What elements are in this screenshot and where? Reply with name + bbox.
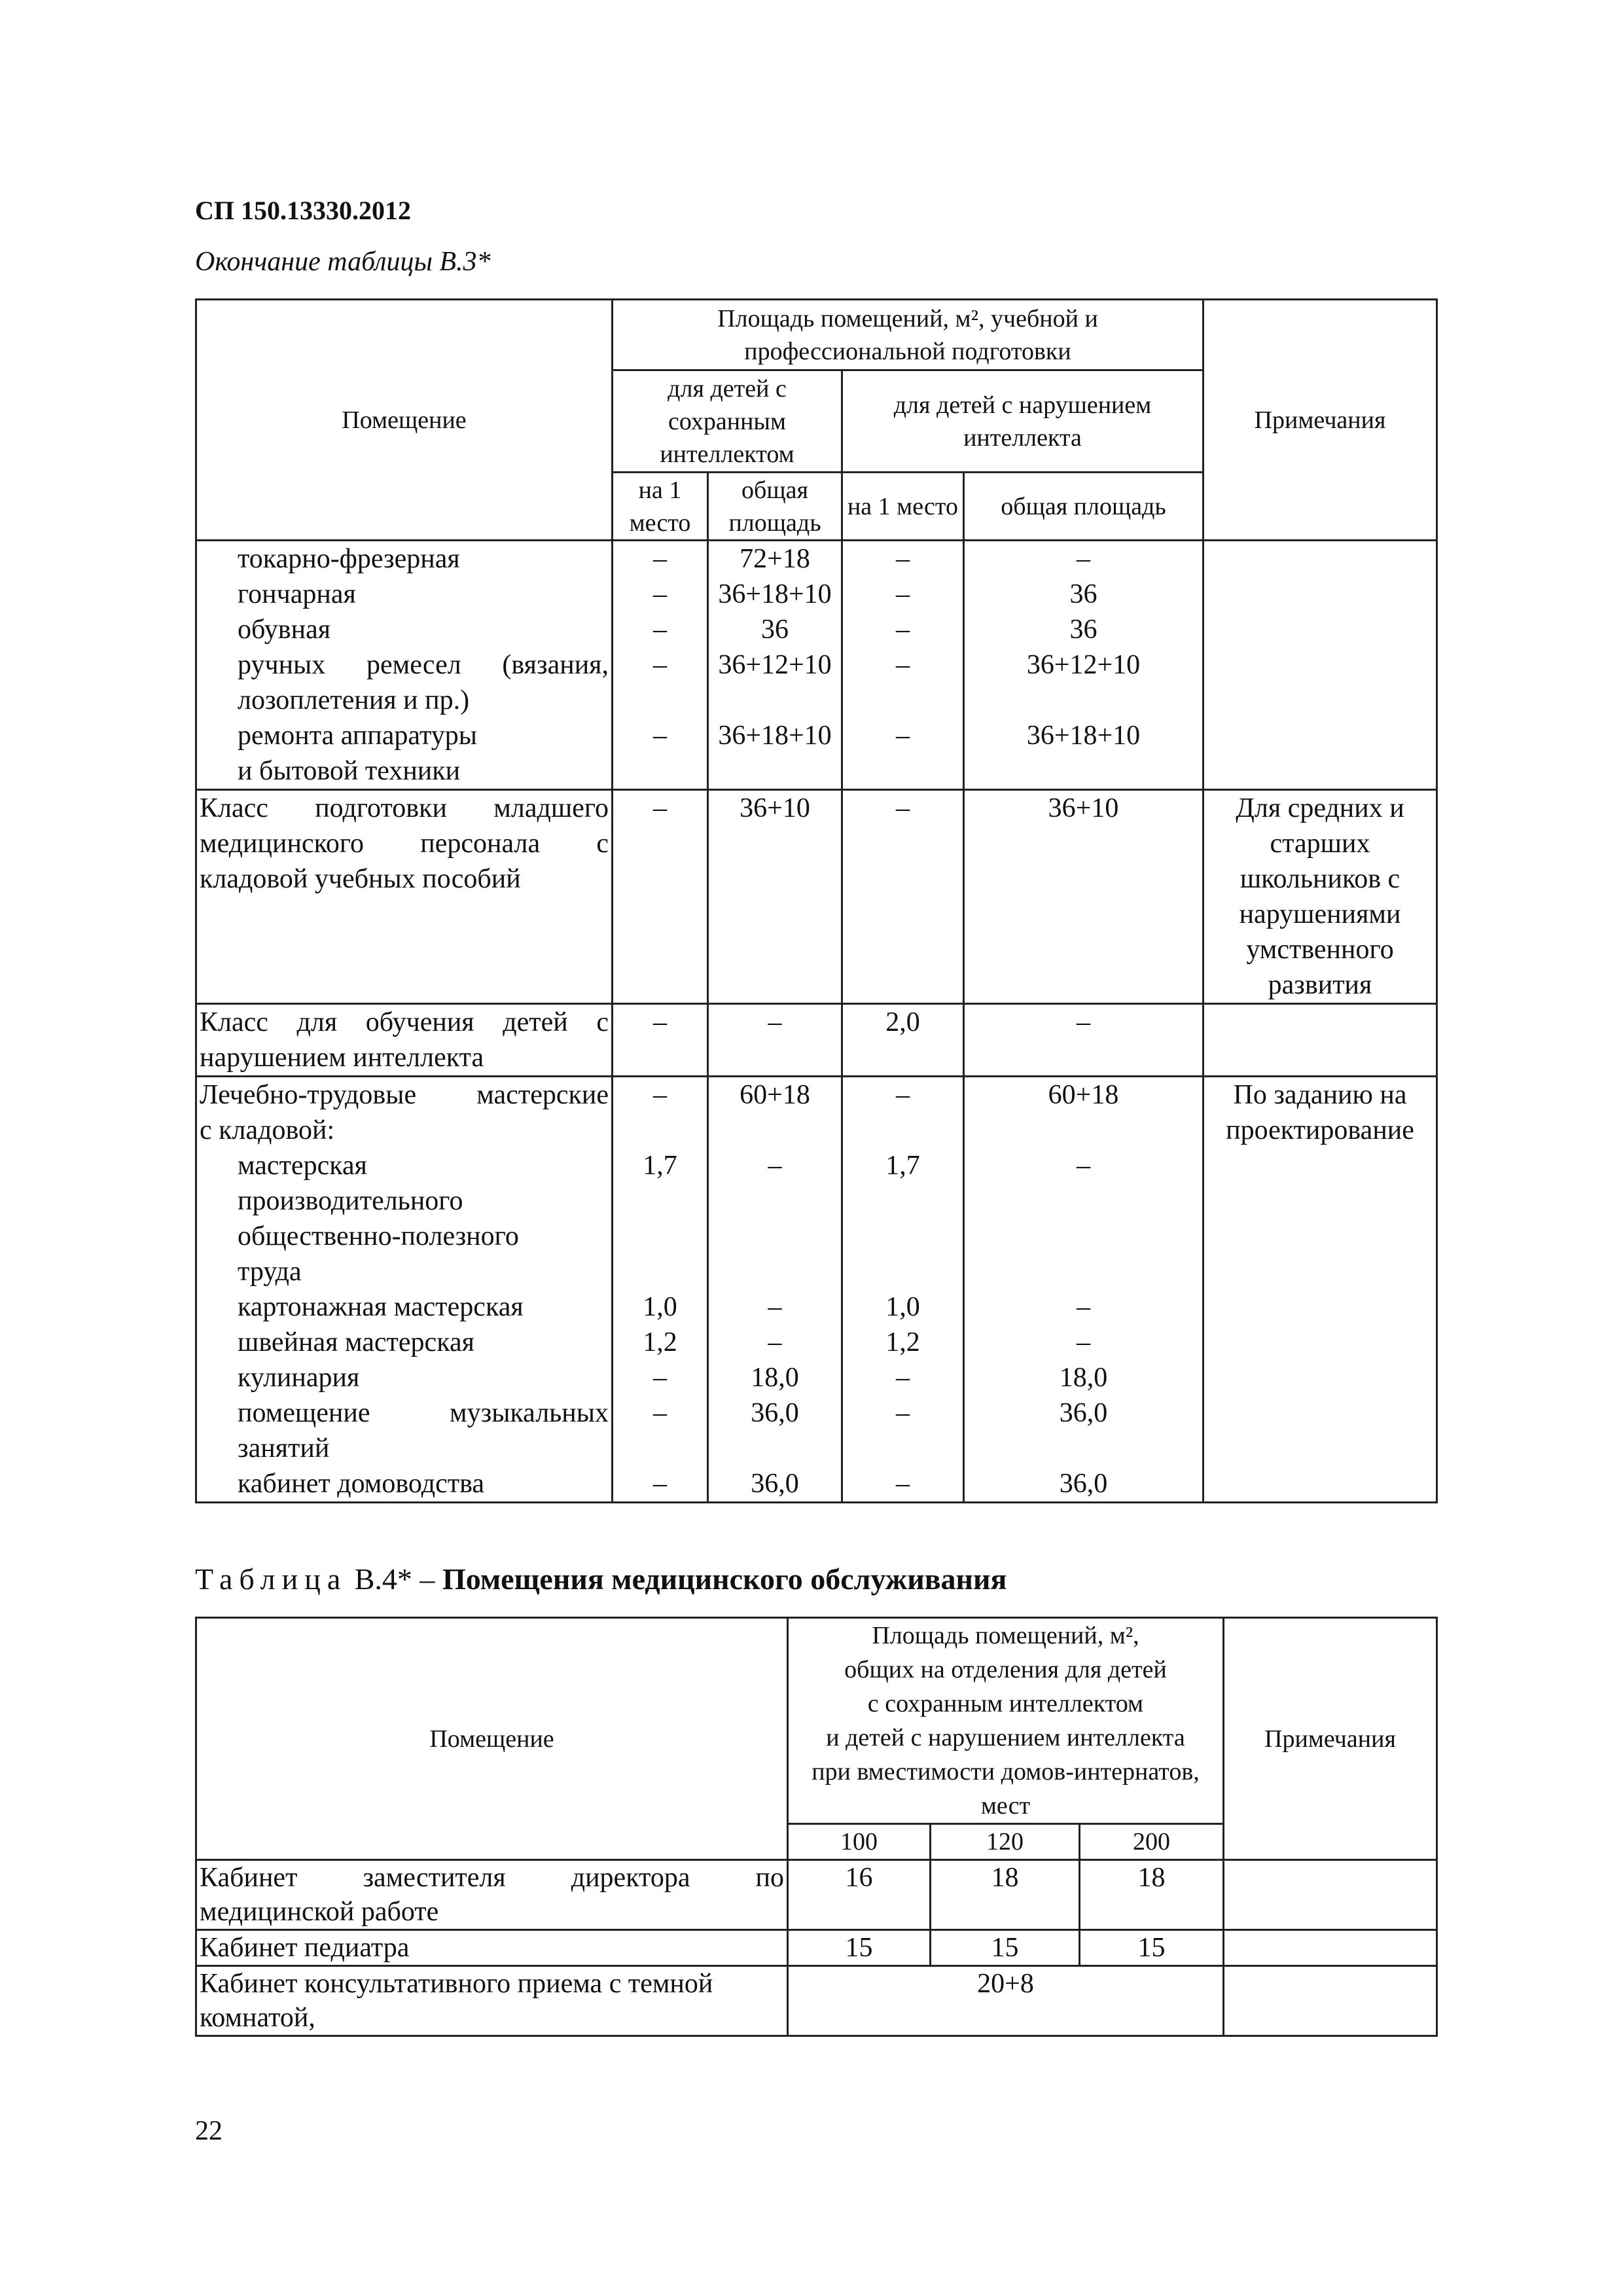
table-row (196, 790, 1437, 1004)
cell-value: – (613, 1466, 708, 1503)
cell-value: 18 (1080, 1860, 1224, 1930)
header-capacity-100: 100 (788, 1824, 931, 1860)
table-row (196, 647, 1437, 718)
cell-value: 36+10 (708, 790, 842, 1004)
cell-value: – (842, 1395, 964, 1466)
cell-value-merged: 20+8 (788, 1966, 1224, 2036)
cell-note: По заданию на проектирование (1204, 1077, 1437, 1503)
header-preserved-intellect: для детей с сохранным интеллектом (613, 370, 842, 473)
row-name: ремонта аппаратуры и бытовой техники (196, 718, 613, 790)
cell-value: 36+12+10 (964, 647, 1204, 718)
row-name: Класс подготовки младшего медицинского персонала с кладовой учебных пособий (196, 790, 613, 1004)
cell-value: 2,0 (842, 1004, 964, 1077)
cell-value: – (613, 1004, 708, 1077)
row-name: Кабинет консультативного приема с темной комнатой, (196, 1966, 788, 2036)
cell-value: 1,7 (842, 1148, 964, 1289)
cell-note (1204, 1004, 1437, 1077)
header-room: Помещение (196, 1618, 788, 1860)
cell-value: 15 (931, 1930, 1080, 1966)
row-name: Кабинет педиатра (196, 1930, 788, 1966)
table-row (196, 1930, 1437, 1966)
header-impaired-intellect: для детей с нарушением интеллекта (842, 370, 1204, 473)
cell-value: 36,0 (708, 1395, 842, 1466)
header-capacity-200: 200 (1080, 1824, 1224, 1860)
row-name: Кабинет заместителя директора по медицинской работе (196, 1860, 788, 1930)
cell-value: – (842, 612, 964, 647)
row-name: ручных ремесел (вязания, лозоплетения и пр.) (196, 647, 613, 718)
table-continuation-label: Окончание таблицы В.3* (195, 247, 491, 277)
cell-value: 36,0 (964, 1466, 1204, 1503)
cell-value: 36 (964, 612, 1204, 647)
header-total-area: общая площадь (964, 473, 1204, 541)
cell-value: – (613, 577, 708, 612)
cell-value: – (613, 718, 708, 790)
cell-value: 36 (964, 577, 1204, 612)
row-name: токарно-фрезерная (196, 541, 613, 577)
cell-note (1204, 541, 1437, 577)
row-name: Класс для обучения детей с нарушением интеллекта (196, 1004, 613, 1077)
row-name: Лечебно-трудовые мастерские с кладовой: (196, 1077, 613, 1149)
cell-value: 1,2 (613, 1325, 708, 1360)
cell-value: – (964, 541, 1204, 577)
document-code: СП 150.13330.2012 (195, 196, 411, 225)
header-area-group: Площадь помещений, м², учебной и профессиональной подготовки (613, 300, 1204, 370)
cell-note (1224, 1860, 1437, 1930)
cell-value: 1,2 (842, 1325, 964, 1360)
cell-value: – (842, 541, 964, 577)
cell-value: 36+12+10 (708, 647, 842, 718)
cell-note (1204, 647, 1437, 718)
cell-value: – (613, 790, 708, 1004)
cell-value: – (613, 647, 708, 718)
header-notes: Примечания (1224, 1618, 1437, 1860)
table-b3 (195, 298, 1438, 1503)
table-row (196, 541, 1437, 577)
cell-value: 36,0 (708, 1466, 842, 1503)
cell-value: – (964, 1289, 1204, 1325)
cell-note (1224, 1930, 1437, 1966)
cell-value: – (708, 1289, 842, 1325)
cell-value: – (842, 1077, 964, 1149)
cell-value: 1,0 (613, 1289, 708, 1325)
cell-value: 36 (708, 612, 842, 647)
cell-value: – (708, 1325, 842, 1360)
row-name: швейная мастерская (196, 1325, 613, 1360)
cell-value: – (613, 541, 708, 577)
cell-value: – (842, 1360, 964, 1395)
table-row (196, 718, 1437, 790)
row-name: кулинария (196, 1360, 613, 1395)
header-per-place: на 1 место (613, 473, 708, 541)
table-row (196, 1966, 1437, 2036)
cell-value: 36+18+10 (708, 718, 842, 790)
table-row (196, 577, 1437, 612)
cell-note (1204, 612, 1437, 647)
row-name: обувная (196, 612, 613, 647)
cell-value: 1,7 (613, 1148, 708, 1289)
cell-value: 18 (931, 1860, 1080, 1930)
cell-value: 60+18 (964, 1077, 1204, 1149)
cell-value: 16 (788, 1860, 931, 1930)
header-capacity-120: 120 (931, 1824, 1080, 1860)
cell-value: – (613, 1077, 708, 1149)
table-row (196, 1077, 1437, 1149)
cell-value: 1,0 (842, 1289, 964, 1325)
cell-value: 36+18+10 (708, 577, 842, 612)
row-name: помещение музыкальных занятий (196, 1395, 613, 1466)
cell-value: – (842, 1466, 964, 1503)
cell-note (1224, 1966, 1437, 2036)
header-area: Площадь помещений, м², общих на отделения для детей с сохранным интеллектом и детей с нарушением интеллекта при вместимости домов-интернатов, мест (788, 1618, 1224, 1824)
cell-value: 72+18 (708, 541, 842, 577)
row-name: гончарная (196, 577, 613, 612)
cell-note (1204, 718, 1437, 790)
header-total-area: общая площадь (708, 473, 842, 541)
cell-value: – (964, 1148, 1204, 1289)
cell-value: – (842, 647, 964, 718)
table-row (196, 1860, 1437, 1930)
cell-value: – (613, 612, 708, 647)
cell-value: – (613, 1360, 708, 1395)
cell-note (1204, 577, 1437, 612)
cell-value: 18,0 (964, 1360, 1204, 1395)
table-row (196, 612, 1437, 647)
cell-value: 36+18+10 (964, 718, 1204, 790)
cell-value: – (613, 1395, 708, 1466)
cell-value: 36,0 (964, 1395, 1204, 1466)
cell-value: 15 (788, 1930, 931, 1966)
header-room: Помещение (196, 300, 613, 541)
page-number: 22 (195, 2116, 223, 2146)
row-name: картонажная мастерская (196, 1289, 613, 1325)
cell-value: 15 (1080, 1930, 1224, 1966)
cell-value: – (842, 790, 964, 1004)
cell-value: 60+18 (708, 1077, 842, 1149)
row-name: мастерская производительного общественно-полезного труда (196, 1148, 613, 1289)
cell-value: – (842, 577, 964, 612)
cell-value: – (964, 1004, 1204, 1077)
cell-value: – (708, 1148, 842, 1289)
cell-value: 18,0 (708, 1360, 842, 1395)
row-name: кабинет домоводства (196, 1466, 613, 1503)
header-per-place: на 1 место (842, 473, 964, 541)
header-notes: Примечания (1204, 300, 1437, 541)
cell-note: Для средних и старших школьников с нарушениями умственного развития (1204, 790, 1437, 1004)
cell-value: – (964, 1325, 1204, 1360)
cell-value: 36+10 (964, 790, 1204, 1004)
cell-value: – (708, 1004, 842, 1077)
table-row (196, 1004, 1437, 1077)
table-b4 (195, 1617, 1438, 2037)
cell-value: – (842, 718, 964, 790)
table-b4-caption: Таблица В.4* – Помещения медицинского обслуживания (195, 1562, 1007, 1596)
